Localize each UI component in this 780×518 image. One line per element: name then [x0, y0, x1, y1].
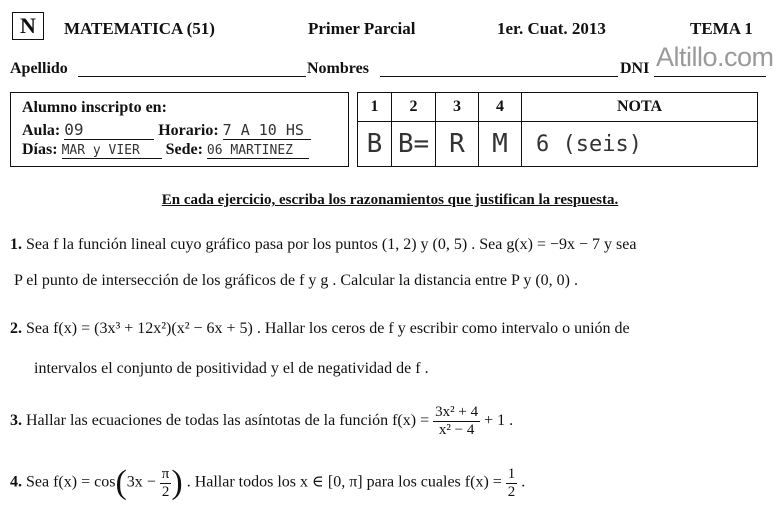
exercise-2-line-2: intervalos el conjunto de positividad y el de negatividad de f . [34, 360, 429, 377]
exercise-3-line [10, 404, 513, 439]
exercise-4-number: 4. [10, 473, 22, 491]
exercise-1-line-1 [10, 236, 636, 254]
exercise-4-argument: 3x − [126, 473, 156, 491]
enrollment-box [10, 92, 349, 167]
grade-value-4: M [479, 122, 522, 167]
dni-label: DNI [620, 60, 650, 77]
exercise-1-line-2: P el punto de intersección de los gráficos de f y g . Calcular la distancia entre P y (0, 0) . [14, 272, 578, 289]
sede-value: 06 MARTINEZ [207, 143, 309, 159]
exercise-2-number: 2. [10, 320, 22, 337]
apellido-line[interactable] [78, 76, 306, 77]
dias-value: MAR y VIER [62, 143, 162, 159]
exercise-1-text-1: Sea f la función lineal cuyo gráfico pasa por los puntos (1, 2) y (0, 5) . Sea g(x) = −9x − 7 y sea [26, 236, 637, 253]
exercise-4-pi-numerator: π [161, 465, 170, 482]
aula-value: 09 [64, 120, 154, 140]
exercise-3-number: 3. [10, 412, 22, 430]
grade-header-nota: NOTA [522, 93, 758, 122]
grade-header-1: 1 [358, 93, 392, 122]
exercise-3-denominator: x² − 4 [438, 422, 475, 438]
exercise-4-half-denominator: 2 [507, 483, 516, 500]
horario-value: 7 A 10 HS [223, 121, 311, 140]
exercise-4-pi-denominator: 2 [161, 483, 170, 500]
term-label: 1er. Cuat. 2013 [497, 19, 606, 38]
grade-value-nota: 6 (seis) [522, 122, 758, 167]
watermark-logo: Altillo.com [656, 42, 774, 72]
grade-value-2: B= [392, 122, 436, 167]
exam-title: Primer Parcial [308, 19, 416, 38]
exercise-4-line [10, 464, 525, 502]
exercise-4-end: . [521, 473, 526, 491]
instructions-text: En cada ejercicio, escriba los razonamientos que justifican la respuesta. [161, 192, 619, 208]
grade-value-1: B [358, 122, 392, 167]
exercise-4-half-numerator: 1 [507, 465, 516, 482]
exercise-4-open-paren: ( [115, 464, 127, 501]
enrollment-title: Alumno inscripto en: [22, 99, 167, 116]
aula-label: Aula: [22, 122, 61, 139]
exercise-4-close-paren: ) [171, 464, 183, 501]
topic-label: TEMA 1 [690, 19, 753, 38]
horario-label: Horario: [158, 122, 219, 139]
grade-table [357, 92, 758, 167]
exercise-4-pi-fraction [160, 466, 172, 501]
nombres-line[interactable] [380, 76, 618, 77]
exercise-3-tail: + 1 . [484, 412, 514, 430]
grade-header-2: 2 [392, 93, 436, 122]
nombres-label: Nombres [307, 60, 369, 77]
grade-header-4: 4 [479, 93, 522, 122]
dni-line[interactable] [654, 76, 766, 77]
grade-header-3: 3 [436, 93, 479, 122]
instructions [0, 192, 780, 209]
subject-title: MATEMATICA (51) [64, 19, 215, 38]
exercise-2-text-1: Sea f(x) = (3x³ + 12x²)(x² − 6x + 5) . Hallar los ceros de f y escribir como intervalo o unión de [26, 320, 630, 337]
dias-label: Días: [22, 141, 58, 158]
exercise-2-line-1 [10, 320, 630, 338]
exercise-3-numerator: 3x² + 4 [435, 404, 479, 420]
exercise-1-number: 1. [10, 236, 22, 253]
exercise-3-text: Hallar las ecuaciones de todas las asíntotas de la función f(x) = [26, 412, 430, 430]
version-badge: N [12, 12, 44, 40]
grade-value-3: R [436, 122, 479, 167]
exercise-4-half-fraction [506, 466, 518, 501]
sede-label: Sede: [165, 141, 203, 158]
exercise-4-text: Sea f(x) = cos [26, 473, 116, 491]
exercise-3-fraction [433, 404, 480, 439]
apellido-label: Apellido [10, 60, 68, 77]
exercise-4-middle: . Hallar todos los x ∈ [0, π] para los cuales f(x) = [186, 473, 502, 491]
